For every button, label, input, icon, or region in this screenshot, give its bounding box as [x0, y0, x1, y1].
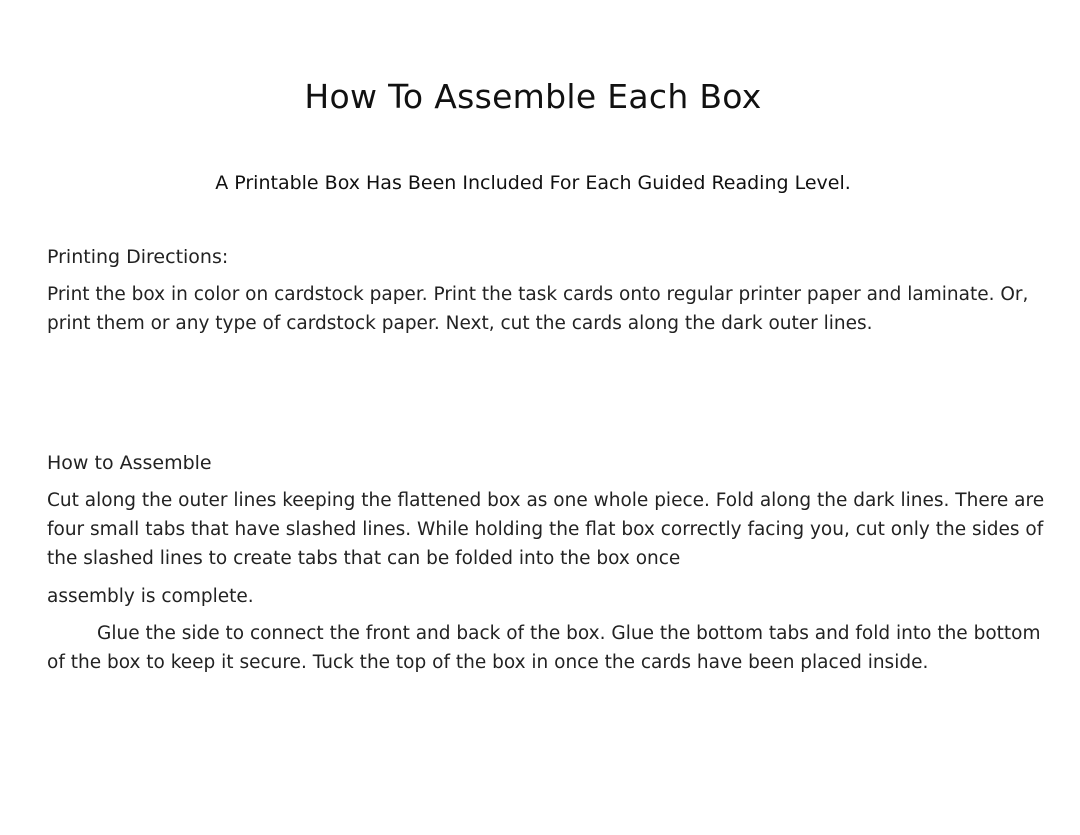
printing-directions-heading: Printing Directions:: [47, 246, 229, 268]
assemble-paragraph-complete: assembly is complete.: [47, 586, 254, 607]
page-title: How To Assemble Each Box: [304, 77, 762, 116]
printing-directions-text: Print the box in color on cardstock paper. Print the task cards onto regular printer paper and laminate. Or, print them or any type of cardstock paper. Next, cut the cards along the dark outer lines.: [47, 284, 1029, 334]
page-subtitle: A Printable Box Has Been Included For Each Guided Reading Level.: [215, 172, 851, 194]
how-to-assemble-heading: How to Assemble: [47, 452, 212, 474]
assemble-paragraph-glue: Glue the side to connect the front and back of the box. Glue the bottom tabs and fold into the bottom of the box to keep it secure. Tuck the top of the box in once the cards have been placed inside.: [47, 623, 1041, 673]
assemble-paragraph-cut: Cut along the outer lines keeping the flattened box as one whole piece. Fold along the dark lines. There are four small tabs that have slashed lines. While holding the flat box correctly facing you, cut only the sides of the slashed lines to create tabs that can be folded into the box once: [47, 490, 1045, 569]
